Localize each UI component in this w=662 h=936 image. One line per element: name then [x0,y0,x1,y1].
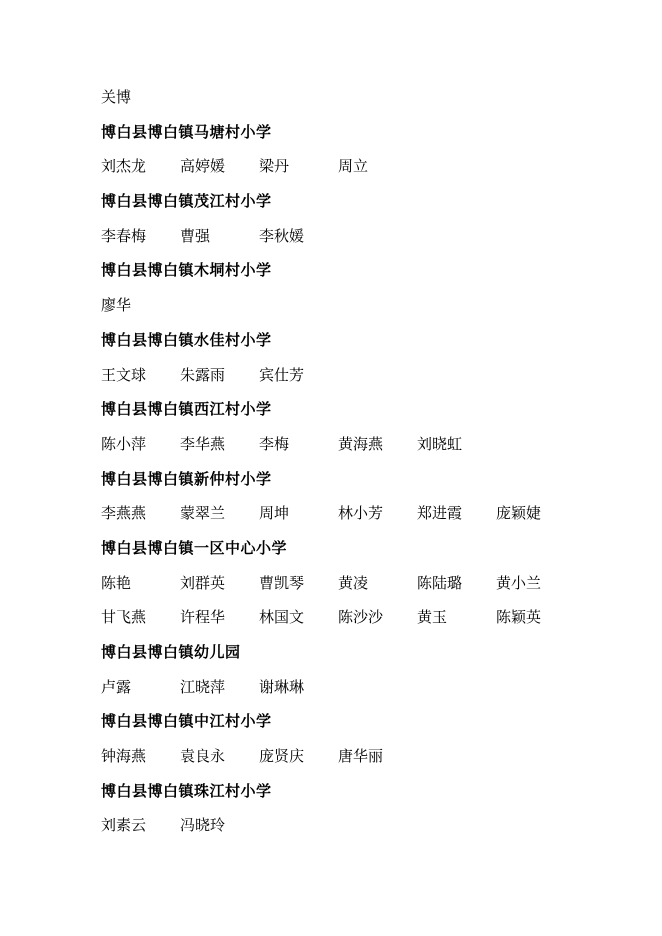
person-name: 宾仕芳 [259,365,305,384]
school-heading: 博白县博白镇一区中心小学 [101,538,288,557]
person-name: 唐华丽 [338,747,384,766]
school-heading: 博白县博白镇新仲村小学 [101,469,272,488]
person-name: 庞贤庆 [259,747,305,766]
name-row [101,814,621,849]
name-row [101,572,621,607]
name-row [101,502,621,537]
name-row [101,294,621,329]
person-name: 陈陆璐 [417,573,463,592]
school-heading: 博白县博白镇珠江村小学 [101,781,272,800]
person-name: 李梅 [259,434,290,453]
person-name: 关博 [101,88,132,106]
name-row [101,155,621,190]
person-name: 冯晓玲 [180,816,226,835]
person-name: 曹强 [180,226,211,245]
school-heading: 博白县博白镇中江村小学 [101,712,272,731]
person-name: 李春梅 [101,226,147,245]
person-name: 梁丹 [259,157,290,176]
person-name: 李华燕 [180,434,226,453]
person-name: 刘晓虹 [417,434,463,453]
person-name: 林小芳 [338,504,384,523]
person-name: 廖华 [101,296,132,315]
person-name: 周立 [338,157,369,176]
person-name: 李燕燕 [101,504,147,523]
person-name: 袁良永 [180,747,226,766]
person-name: 庞颖婕 [496,504,542,523]
name-row [101,606,621,641]
name-row [101,676,621,711]
name-row [101,745,621,780]
person-name: 李秋媛 [259,226,305,245]
school-heading: 博白县博白镇木垌村小学 [101,261,272,280]
person-name: 陈颖英 [496,608,542,627]
person-name: 陈沙沙 [338,608,384,627]
person-name: 黄凌 [338,573,369,592]
person-name: 陈艳 [101,573,132,592]
name-row [101,433,621,468]
person-name: 钟海燕 [101,747,147,766]
school-heading: 博白县博白镇西江村小学 [101,400,272,419]
school-heading: 博白县博白镇幼儿园 [101,643,241,661]
person-name: 曹凯琴 [259,573,305,592]
person-name: 陈小萍 [101,434,147,453]
person-name: 甘飞燕 [101,608,147,627]
person-name: 周坤 [259,504,290,523]
name-row [101,86,621,121]
name-row [101,225,621,260]
person-name: 刘杰龙 [101,157,147,176]
person-name: 蒙翠兰 [180,504,226,523]
school-heading: 博白县博白镇水佳村小学 [101,330,272,349]
person-name: 许程华 [180,608,226,627]
school-heading: 博白县博白镇茂江村小学 [101,192,272,211]
person-name: 黄玉 [417,608,448,627]
person-name: 卢露 [101,677,132,696]
person-name: 谢琳琳 [259,677,305,696]
person-name: 刘素云 [101,816,147,835]
person-name: 黄小兰 [496,573,542,592]
person-name: 朱露雨 [180,365,226,384]
person-name: 郑进霞 [417,504,463,523]
name-row [101,364,621,399]
school-heading: 博白县博白镇马塘村小学 [101,122,272,141]
person-name: 王文球 [101,365,147,384]
person-name: 刘群英 [180,573,226,592]
document-page [101,86,621,849]
person-name: 黄海燕 [338,434,384,453]
person-name: 高婷媛 [180,157,226,176]
person-name: 林国文 [259,608,305,627]
person-name: 江晓萍 [180,677,226,696]
